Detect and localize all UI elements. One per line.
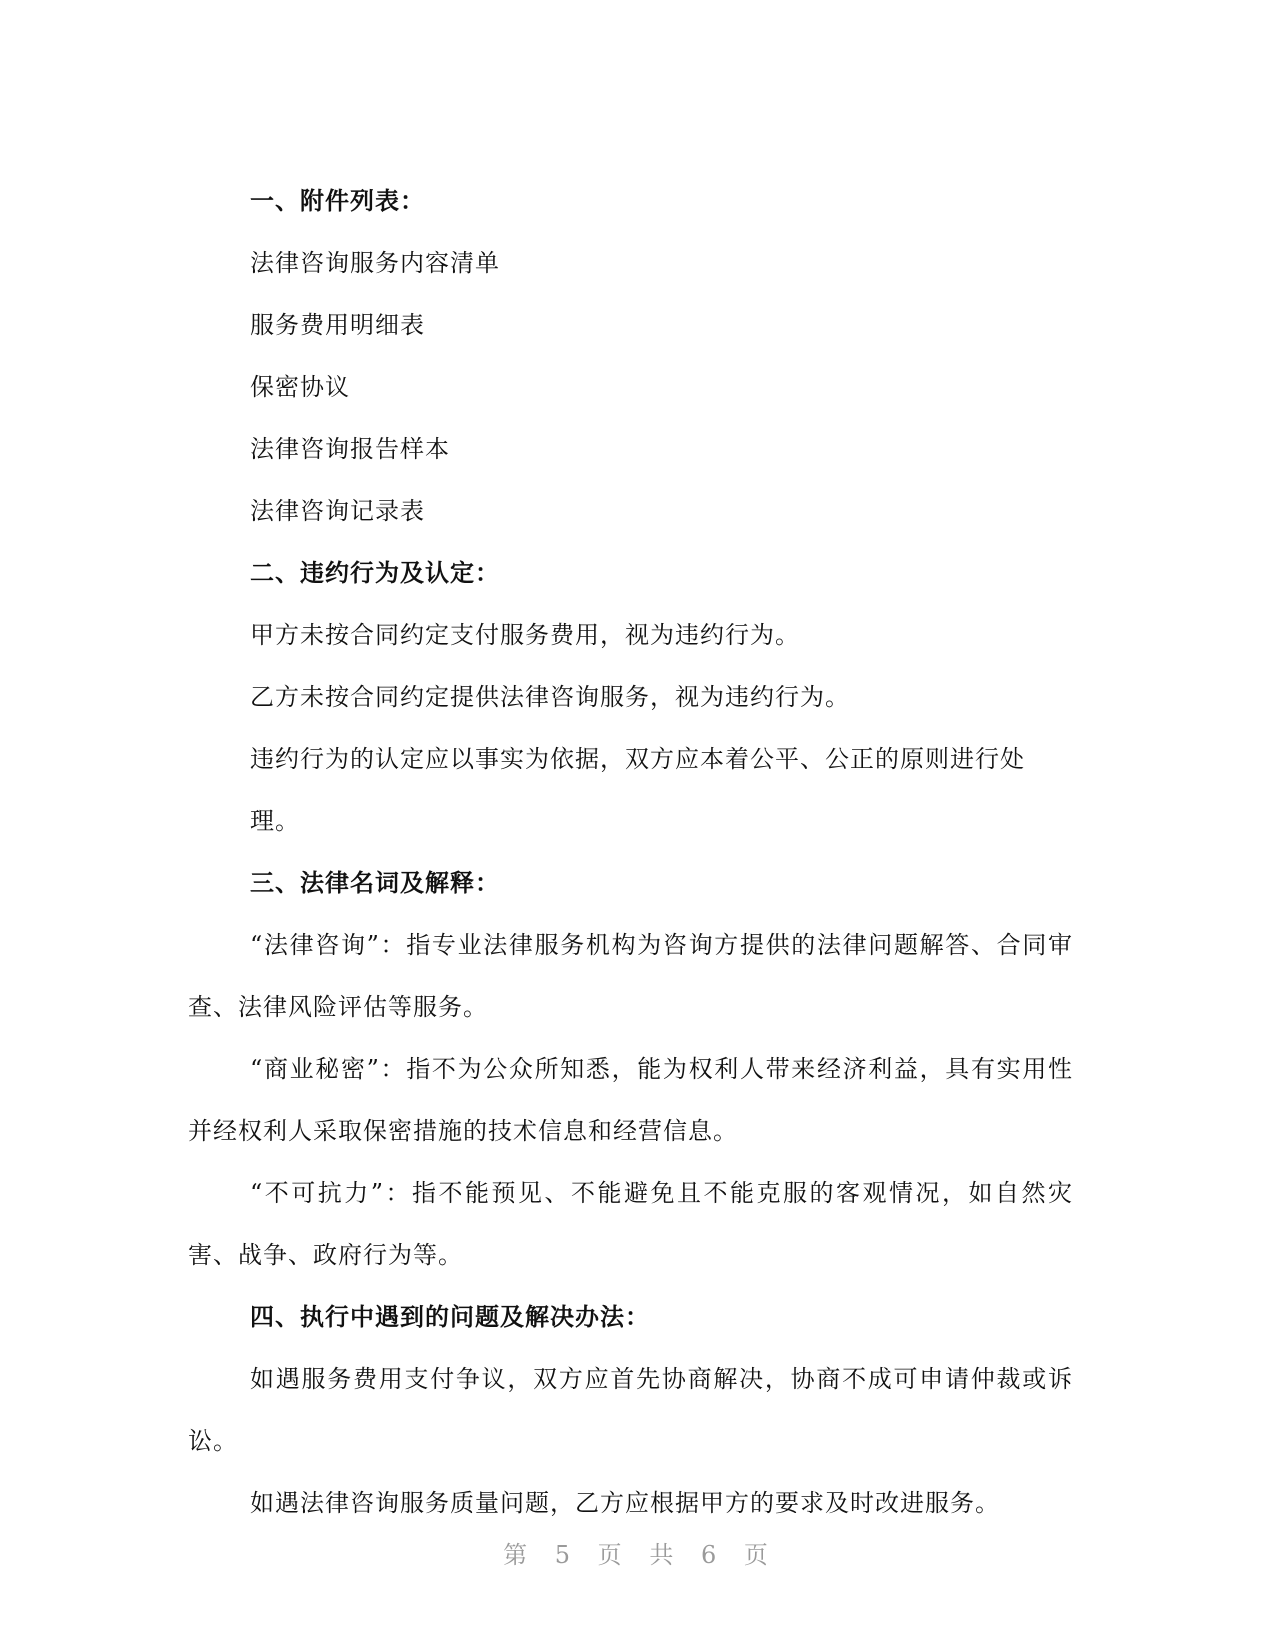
footer-suffix: 页 xyxy=(743,1541,772,1569)
attachment-item: 服务费用明细表 xyxy=(250,311,425,339)
section-heading-terms: 三、法律名词及解释： xyxy=(250,869,500,897)
footer-page-number: 5 xyxy=(554,1541,575,1569)
issue-resolution: 如遇法律咨询服务质量问题，乙方应根据甲方的要求及时改进服务。 xyxy=(250,1489,1000,1517)
attachment-item: 法律咨询报告样本 xyxy=(250,435,450,463)
footer-prefix: 第 xyxy=(503,1541,532,1569)
breach-item: 违约行为的认定应以事实为依据，双方应本着公平、公正的原则进行处理。 xyxy=(250,745,1025,835)
document-body xyxy=(188,170,1073,1534)
breach-item: 甲方未按合同约定支付服务费用，视为违约行为。 xyxy=(250,621,800,649)
attachment-item: 法律咨询服务内容清单 xyxy=(250,249,500,277)
section-heading-attachments: 一、附件列表： xyxy=(250,187,425,215)
section-heading-breach: 二、违约行为及认定： xyxy=(250,559,500,587)
breach-item: 乙方未按合同约定提供法律咨询服务，视为违约行为。 xyxy=(250,683,850,711)
issue-resolution: 如遇服务费用支付争议，双方应首先协商解决，协商不成可申请仲裁或诉讼。 xyxy=(188,1365,1073,1455)
term-definition: “法律咨询”：指专业法律服务机构为咨询方提供的法律问题解答、合同审查、法律风险评估等服务。 xyxy=(188,931,1073,1021)
footer-total-label: 共 xyxy=(649,1541,678,1569)
term-definition: “不可抗力”：指不能预见、不能避免且不能克服的客观情况，如自然灾害、战争、政府行为等。 xyxy=(188,1179,1073,1269)
page-footer xyxy=(0,1535,1275,1570)
section-heading-issues: 四、执行中遇到的问题及解决办法： xyxy=(250,1303,650,1331)
term-definition: “商业秘密”：指不为公众所知悉，能为权利人带来经济利益，具有实用性并经权利人采取保密措施的技术信息和经营信息。 xyxy=(188,1055,1073,1145)
attachment-item: 法律咨询记录表 xyxy=(250,497,425,525)
footer-total-pages: 6 xyxy=(700,1541,721,1569)
attachment-item: 保密协议 xyxy=(250,373,350,401)
footer-page-label: 页 xyxy=(597,1541,626,1569)
